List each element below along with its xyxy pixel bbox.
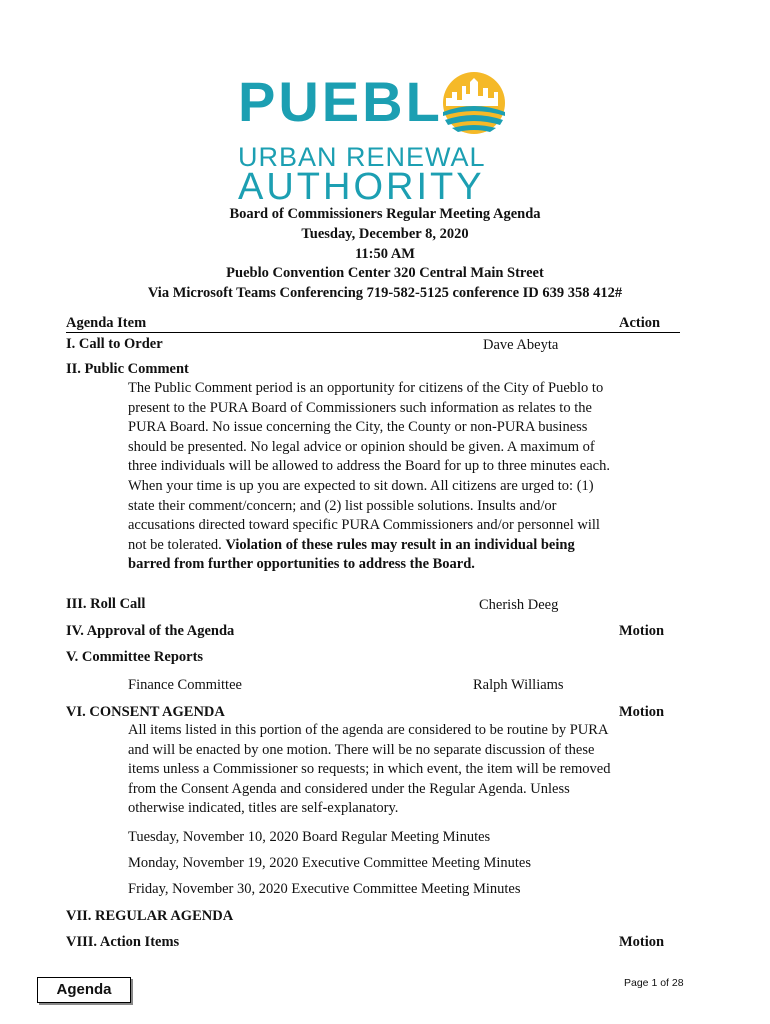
committee-person: Ralph Williams (473, 677, 564, 693)
logo-urban-renewal: URBAN RENEWAL (238, 142, 486, 172)
minutes-item: Monday, November 19, 2020 Executive Committee Meeting Minutes (128, 855, 531, 871)
call-to-order-person: Dave Abeyta (483, 337, 559, 353)
public-comment-text (128, 379, 618, 586)
meeting-location: Pueblo Convention Center 320 Central Main Street (226, 265, 544, 282)
item-approval-agenda: IV. Approval of the Agenda (66, 623, 235, 639)
meeting-time: 11:50 AM (354, 245, 415, 262)
agenda-title: Board of Commissioners Regular Meeting Agenda (229, 206, 541, 222)
conference-info: Via Microsoft Teams Conferencing 719-582-5125 conference ID 639 358 412# (147, 285, 623, 302)
meeting-date: Tuesday, December 8, 2020 (301, 225, 469, 242)
roll-call-person: Cherish Deeg (479, 597, 559, 613)
agenda-header (0, 205, 770, 304)
pura-logo (238, 68, 510, 208)
page-number: Page 1 of 28 (624, 977, 684, 989)
consent-action: Motion (619, 704, 665, 720)
item-committee-reports: V. Committee Reports (66, 649, 204, 665)
item-regular-agenda: VII. REGULAR AGENDA (66, 908, 234, 924)
item-roll-call: III. Roll Call (66, 596, 146, 612)
sunrise-skyline-icon (440, 70, 508, 136)
public-comment-warning: Violation of these rules may result in an individual being barred from further opportunities to address the Board. (128, 536, 575, 573)
item-action-items: VIII. Action Items (66, 934, 180, 950)
minutes-item: Tuesday, November 10, 2020 Board Regular Meeting Minutes (128, 829, 491, 845)
column-header-item: Agenda Item (66, 315, 147, 331)
public-comment-body: The Public Comment period is an opportunity for citizens of the City of Pueblo to present to the PURA Board of Commissioners such information as relates to the PURA Board. No issue concerning the City, the County or non-PURA business should be presented. No legal advice or opinion should be given. A maximum of three individuals will be allowed to address the Board for up to three minutes each. When your time is up you are expected to sit down. All citizens are urged to: (1) state their comment/concern; and (2) list possible solutions. Insults and/or accusations directed toward specific PURA Commissioners and/or personnel will not be tolerated. (128, 380, 610, 553)
column-header-action: Action (619, 315, 661, 331)
agenda-tab-label: Agenda (37, 977, 131, 1003)
finance-committee: Finance Committee (128, 677, 242, 693)
item-public-comment: II. Public Comment (66, 361, 189, 377)
item-consent-agenda: VI. CONSENT AGENDA (66, 704, 225, 720)
approval-action: Motion (619, 623, 665, 639)
minutes-item: Friday, November 30, 2020 Executive Committee Meeting Minutes (128, 881, 521, 897)
logo-authority: AUTHORITY (238, 166, 485, 208)
item-call-to-order: I. Call to Order (66, 336, 163, 352)
consent-agenda-text: All items listed in this portion of the agenda are considered to be routine by PURA and will be enacted by one motion. There will be no separate discussion of these items unless a Commissioner so requests; in which event, the item will be removed from the Consent Agenda and considered under the Regular Agenda. Unless otherwise indicated, titles are self-explanatory. (128, 722, 611, 817)
logo-wordmark-pueblo: PUEBL (238, 70, 443, 133)
header-divider (66, 332, 680, 333)
action-items-action: Motion (619, 934, 665, 950)
